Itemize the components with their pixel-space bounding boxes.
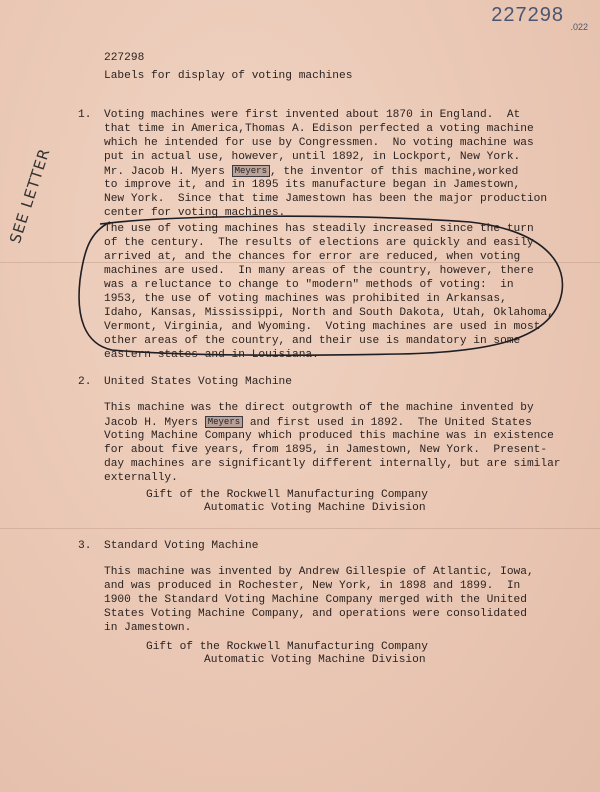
s1-line-3: which he intended for use by Congressmen. No voting machine was	[104, 137, 534, 149]
s3-line-5: in Jamestown.	[104, 622, 192, 634]
s2-line-1: This machine was the direct outgrowth of the machine invented by	[104, 402, 534, 414]
s1-line-1: Voting machines were first invented about 1870 in England. At	[104, 109, 521, 121]
s1-line-5a: Mr. Jacob H. Myers	[104, 165, 225, 178]
section-3-heading: Standard Voting Machine	[104, 540, 259, 552]
s1-line-2: that time in America,Thomas A. Edison perfected a voting machine	[104, 123, 534, 135]
s1-line-5b: , the inventor of this machine,worked	[269, 165, 519, 178]
s1-line-4: put in actual use, however, until 1892, in Lockport, New York.	[104, 151, 521, 163]
s1-line-8: center for voting machines.	[104, 207, 286, 219]
catalog-stamp-suffix: .022	[570, 22, 588, 32]
circled-line-2: of the century. The results of elections are quickly and easily	[104, 237, 534, 249]
struck-word: Meyers	[232, 165, 270, 177]
s2-gift-line-2: Automatic Voting Machine Division	[204, 502, 426, 514]
circled-line-10: eastern states and in Louisiana.	[104, 349, 319, 361]
section-2-number: 2.	[78, 376, 92, 388]
circled-line-5: was a reluctance to change to "modern" methods of voting: in	[104, 279, 514, 291]
s3-line-4: States Voting Machine Company, and operations were consolidated	[104, 608, 527, 620]
s2-line-4: for about five years, from 1895, in Jamestown, New York. Present-	[104, 444, 548, 456]
s2-line-2b: and first used in 1892. The United States	[243, 416, 532, 429]
circled-line-9: other areas of the country, and their use is mandatory in some	[104, 335, 521, 347]
s2-line-2	[104, 416, 532, 430]
section-1-number: 1.	[78, 109, 92, 121]
circled-line-3: arrived at, and the chances for error are reduced, when voting	[104, 251, 521, 263]
handwritten-margin-note: SEE LETTER	[6, 145, 54, 246]
s2-line-2a: Jacob H. Myers	[104, 416, 198, 429]
s3-gift-line-2: Automatic Voting Machine Division	[204, 654, 426, 666]
s2-line-6: externally.	[104, 472, 178, 484]
s3-gift-line-1: Gift of the Rockwell Manufacturing Company	[146, 641, 428, 653]
circled-line-1: The use of voting machines has steadily increased since the turn	[104, 223, 534, 235]
s3-line-3: 1900 the Standard Voting Machine Company merged with the United	[104, 594, 527, 606]
s2-line-5: day machines are significantly different internally, but are similar	[104, 458, 561, 470]
struck-word: Meyers	[205, 416, 243, 428]
s3-line-2: and was produced in Rochester, New York, in 1898 and 1899. In	[104, 580, 521, 592]
section-3-number: 3.	[78, 540, 92, 552]
s3-line-1: This machine was invented by Andrew Gillespie of Atlantic, Iowa,	[104, 566, 534, 578]
circled-line-7: Idaho, Kansas, Mississippi, North and South Dakota, Utah, Oklahoma,	[104, 307, 554, 319]
doc-number: 227298	[104, 52, 145, 64]
s1-line-7: New York. Since that time Jamestown has been the major production	[104, 193, 548, 205]
section-2-heading: United States Voting Machine	[104, 376, 292, 388]
catalog-stamp: 227298	[491, 4, 564, 26]
circled-line-6: 1953, the use of voting machines was prohibited in Arkansas,	[104, 293, 507, 305]
doc-title: Labels for display of voting machines	[104, 70, 353, 82]
s2-line-3: Voting Machine Company which produced this machine was in existence	[104, 430, 554, 442]
circled-line-4: machines are used. In many areas of the country, however, there	[104, 265, 534, 277]
circled-line-8: Vermont, Virginia, and Wyoming. Voting machines are used in most	[104, 321, 541, 333]
s2-gift-line-1: Gift of the Rockwell Manufacturing Company	[146, 489, 428, 501]
s1-line-6: to improve it, and in 1895 its manufacture began in Jamestown,	[104, 179, 521, 191]
